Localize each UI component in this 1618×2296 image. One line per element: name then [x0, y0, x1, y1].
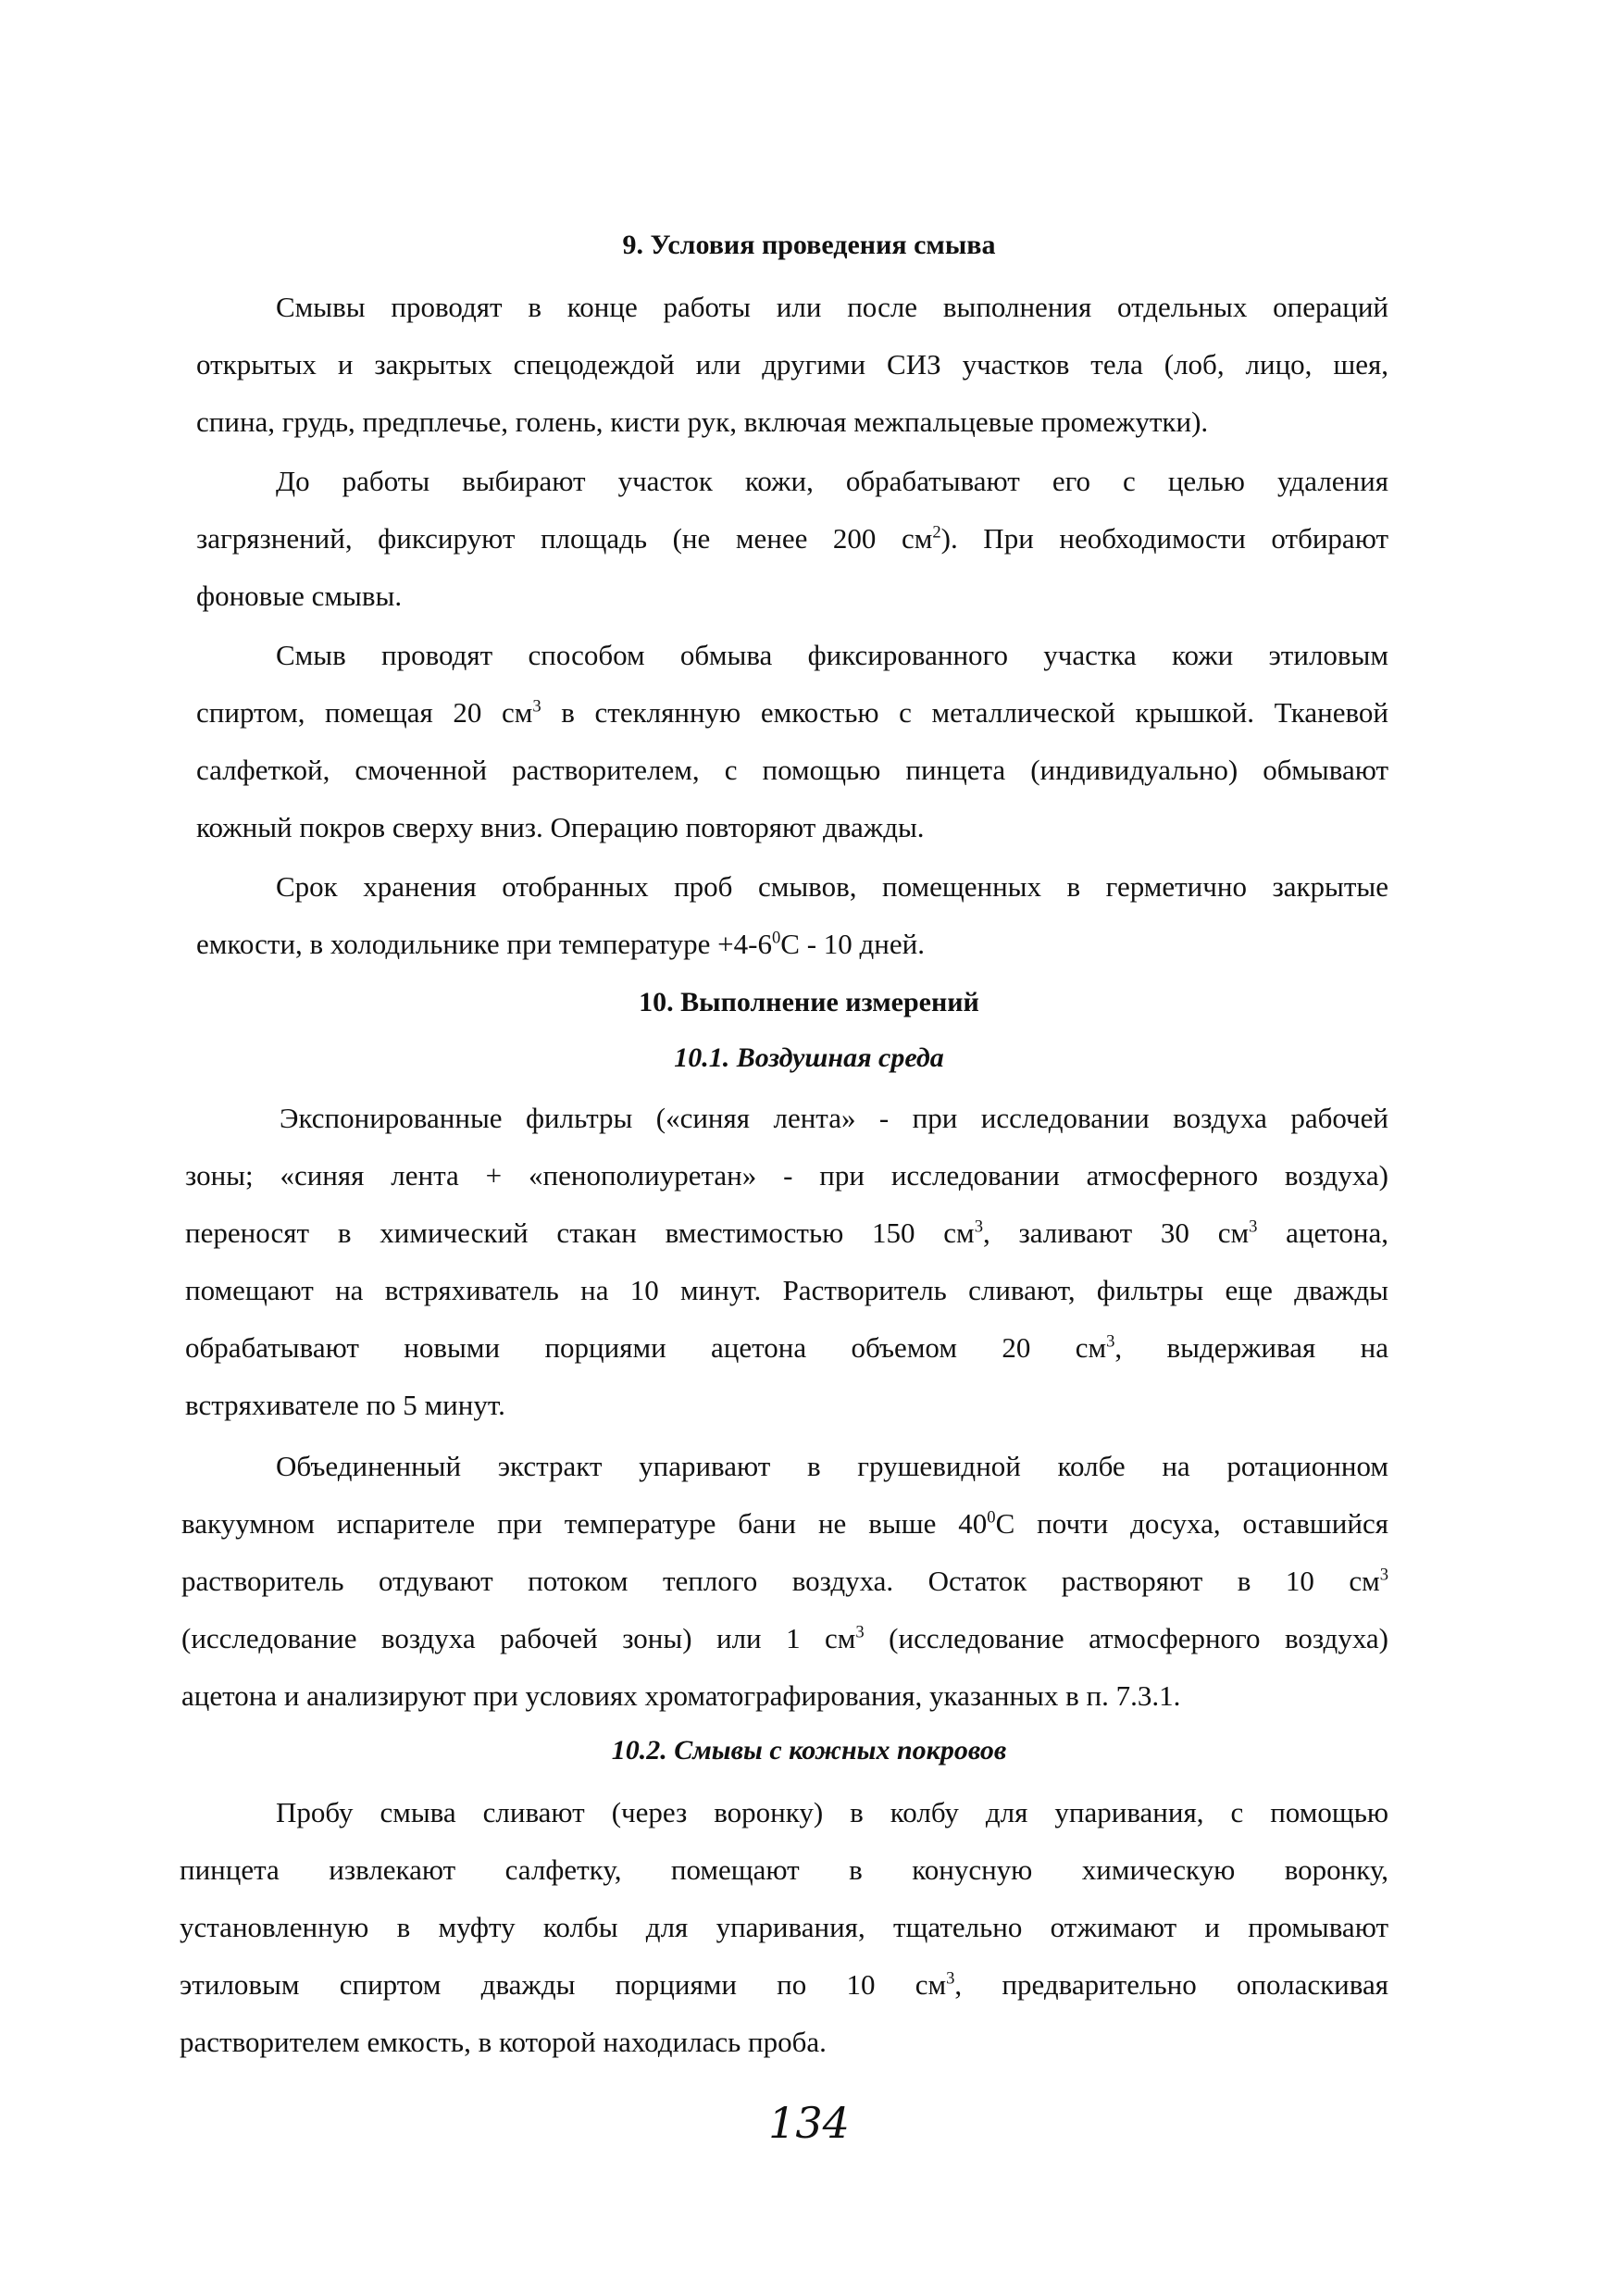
text-line: загрязнений, фиксируют площадь (не менее 200 $см^2$). При необходимости отбирают — [196, 522, 1388, 555]
text-line: вакуумном испарителе при температуре бани не выше $40^0С$ почти досуха, оставшийся — [181, 1507, 1388, 1540]
text-line: Экспонированные фильтры («синяя лента» - при исследовании воздуха рабочей — [280, 1102, 1388, 1134]
section-10-heading: 10. Выполнение измерений — [639, 987, 979, 1017]
section-9-heading: 9. Условия проведения смыва — [622, 230, 996, 260]
text-line: пинцета извлекают салфетку, помещают в конусную химическую воронку, — [180, 1853, 1388, 1886]
page-number: 134 — [768, 2098, 850, 2148]
text-line: Смыв проводят способом обмыва фиксированного участка кожи этиловым — [276, 639, 1388, 671]
text-line: этиловым спиртом дважды порциями по 10 $см^3$, предварительно ополаскивая — [180, 1968, 1388, 2001]
text-line: кожный покров сверху вниз. Операцию повторяют дважды. — [196, 811, 925, 843]
text-line: растворитель отдувают потоком теплого воздуха. Остаток растворяют в 10 $см^3$ — [181, 1565, 1388, 1597]
text-line: ацетона и анализируют при условиях хроматографирования, указанных в п. 7.3.1. — [181, 1679, 1181, 1712]
text-line: Смывы проводят в конце работы или после выполнения отдельных операций — [276, 291, 1388, 323]
subsection-10-2-heading: 10.2. Смывы с кожных покровов — [611, 1735, 1007, 1766]
text-line: (исследование воздуха рабочей зоны) или 1 $см^3$ (исследование атмосферного воздуха) — [181, 1622, 1389, 1654]
text-line: встряхивателе по 5 минут. — [185, 1389, 505, 1421]
text-line: Пробу смыва сливают (через воронку) в колбу для упаривания, с помощью — [276, 1796, 1388, 1828]
text-line: салфеткой, смоченной растворителем, с помощью пинцета (индивидуально) обмывают — [196, 754, 1388, 786]
text-line: помещают на встряхиватель на 10 минут. Растворитель сливают, фильтры еще дважды — [185, 1274, 1388, 1306]
text-line: спиртом, помещая 20 $см^3$ в стеклянную емкостью с металлической крышкой. Тканевой — [196, 696, 1388, 729]
text-line: фоновые смывы. — [196, 580, 403, 612]
subsection-10-1-heading: 10.1. Воздушная среда — [674, 1042, 944, 1073]
text-line: спина, грудь, предплечье, голень, кисти рук, включая межпальцевые промежутки). — [196, 406, 1209, 438]
text-line: зоны; «синяя лента + «пенополиуретан» - при исследовании атмосферного воздуха) — [185, 1159, 1388, 1192]
text-line: Срок хранения отобранных проб смывов, помещенных в герметично закрытые — [276, 870, 1388, 903]
text-line: емкости, в холодильнике при температуре $+4-6^0С - 10$ дней. — [196, 928, 925, 960]
text-line: обрабатывают новыми порциями ацетона объемом 20 $см^3$, выдерживая на — [185, 1331, 1388, 1364]
text-line: До работы выбирают участок кожи, обрабатывают его с целью удаления — [276, 465, 1388, 497]
text-line: открытых и закрытых спецодеждой или другими СИЗ участков тела (лоб, лицо, шея, — [196, 348, 1388, 381]
text-line: растворителем емкость, в которой находилась проба. — [180, 2026, 827, 2058]
text-line: Объединенный экстракт упаривают в грушевидной колбе на ротационном — [276, 1450, 1388, 1482]
text-line: переносят в химический стакан вместимостью 150 $см^3$, заливают 30 $см^3$ ацетона, — [185, 1217, 1389, 1249]
text-line: установленную в муфту колбы для упаривания, тщательно отжимают и промывают — [180, 1911, 1388, 1943]
